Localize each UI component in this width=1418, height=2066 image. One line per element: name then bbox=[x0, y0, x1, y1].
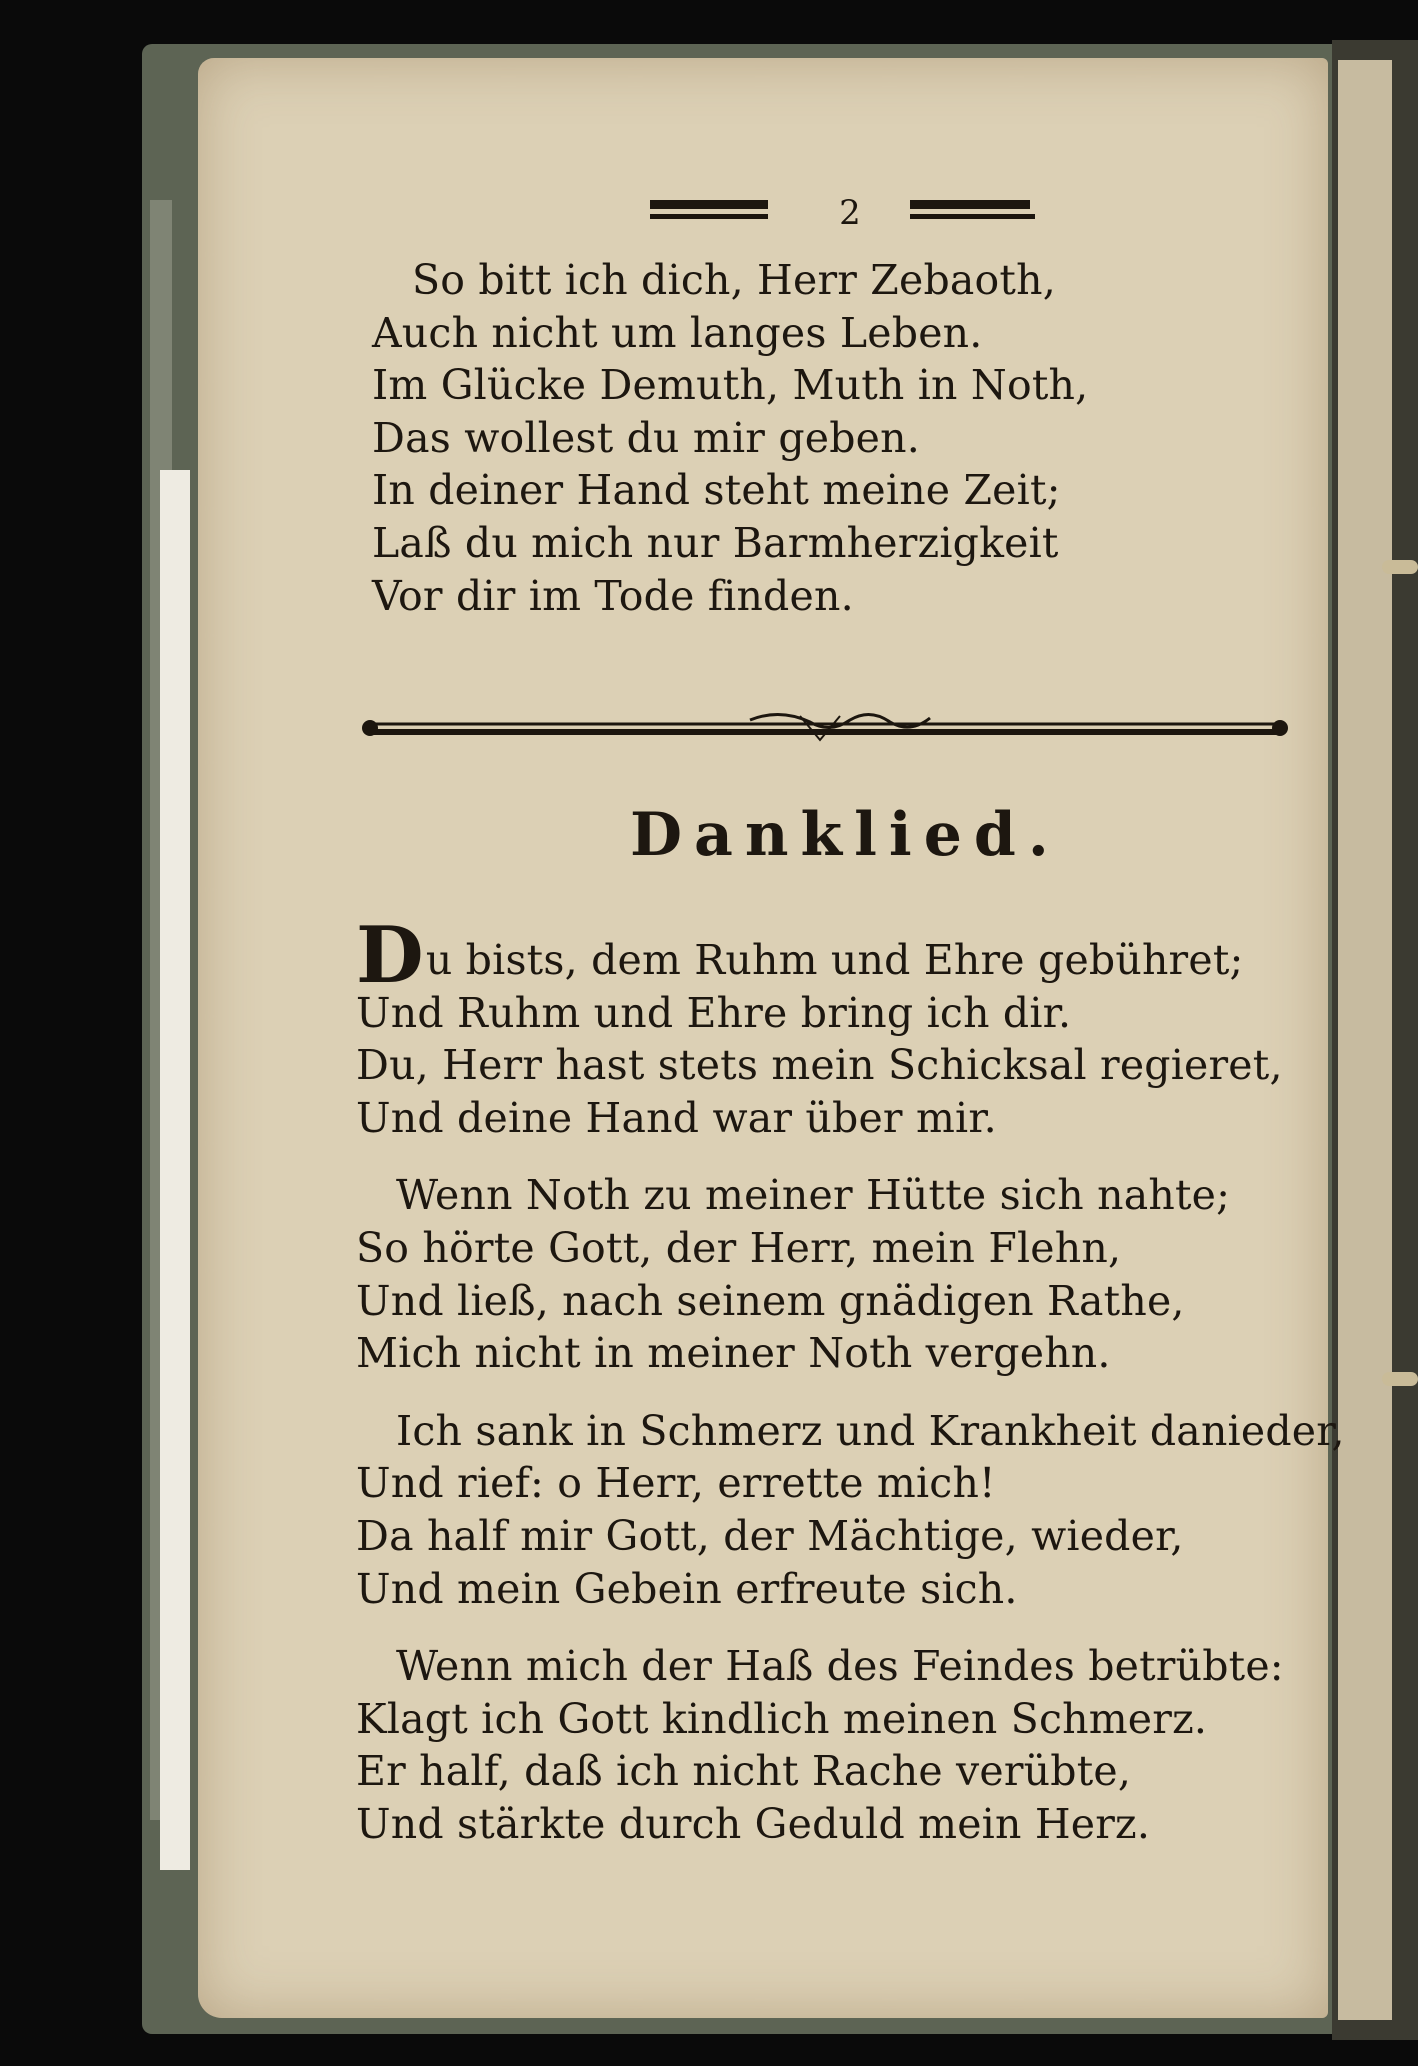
stanza bbox=[356, 1405, 1345, 1615]
top-verse bbox=[372, 254, 1088, 622]
verse-line: Ich sank in Schmerz und Krankheit danieder, bbox=[396, 1406, 1345, 1455]
facing-page-edge bbox=[1338, 60, 1392, 2020]
verse-line: Wenn Noth zu meiner Hütte sich nahte; bbox=[396, 1171, 1231, 1220]
verse-line: Und rief: o Herr, errette mich! bbox=[356, 1459, 996, 1508]
header-rule-right bbox=[910, 200, 1030, 209]
ornamental-divider bbox=[360, 700, 1290, 760]
verse-line: Das wollest du mir geben. bbox=[372, 413, 920, 462]
verse-line: Und mein Gebein erfreute sich. bbox=[356, 1564, 1018, 1613]
verse-line: Und ließ, nach seinem gnädigen Rathe, bbox=[356, 1276, 1185, 1325]
stanza bbox=[356, 1640, 1345, 1850]
verse-line: Und stärkte durch Geduld mein Herz. bbox=[356, 1799, 1151, 1848]
stanza bbox=[356, 1169, 1345, 1379]
verse-line: Klagt ich Gott kindlich meinen Schmerz. bbox=[356, 1694, 1208, 1743]
verse-line: Auch nicht um langes Leben. bbox=[372, 308, 983, 357]
header-rule-left bbox=[650, 214, 768, 219]
verse-line-text: u bists, dem Ruhm und Ehre gebühret; bbox=[425, 936, 1244, 984]
paper-strip bbox=[160, 470, 190, 1870]
verse-line bbox=[356, 910, 1345, 1001]
header-rule-right bbox=[910, 214, 1035, 219]
verse-line: Wenn mich der Haß des Feindes betrübte: bbox=[396, 1642, 1284, 1691]
page-number: 2 bbox=[839, 193, 861, 233]
verse-line: So hörte Gott, der Herr, mein Flehn, bbox=[356, 1223, 1122, 1272]
verse-line: Mich nicht in meiner Noth vergehn. bbox=[356, 1329, 1111, 1378]
hymn-title: Danklied. bbox=[630, 800, 1061, 870]
hymn-body bbox=[356, 910, 1345, 1876]
verse-line: Und Ruhm und Ehre bring ich dir. bbox=[356, 988, 1072, 1037]
page-header bbox=[650, 190, 1050, 236]
verse-line: Und deine Hand war über mir. bbox=[356, 1093, 997, 1142]
verse-line: Er half, daß ich nicht Rache verübte, bbox=[356, 1747, 1132, 1796]
verse-line: Im Glücke Demuth, Muth in Noth, bbox=[372, 361, 1089, 410]
verse-line: Vor dir im Tode finden. bbox=[372, 571, 854, 620]
verse-line: So bitt ich dich, Herr Zebaoth, bbox=[412, 256, 1056, 304]
stanza bbox=[356, 910, 1345, 1144]
drop-cap: D bbox=[356, 910, 424, 1001]
verse-line: Du, Herr hast stets mein Schicksal regieret, bbox=[356, 1041, 1283, 1090]
verse-line: Da half mir Gott, der Mächtige, wieder, bbox=[356, 1511, 1184, 1560]
header-rule-left bbox=[650, 200, 768, 209]
binding-thread bbox=[1382, 1372, 1418, 1386]
binding-thread bbox=[1382, 560, 1418, 574]
verse-line: Laß du mich nur Barmherzigkeit bbox=[372, 518, 1059, 567]
verse-line: In deiner Hand steht meine Zeit; bbox=[372, 466, 1061, 515]
